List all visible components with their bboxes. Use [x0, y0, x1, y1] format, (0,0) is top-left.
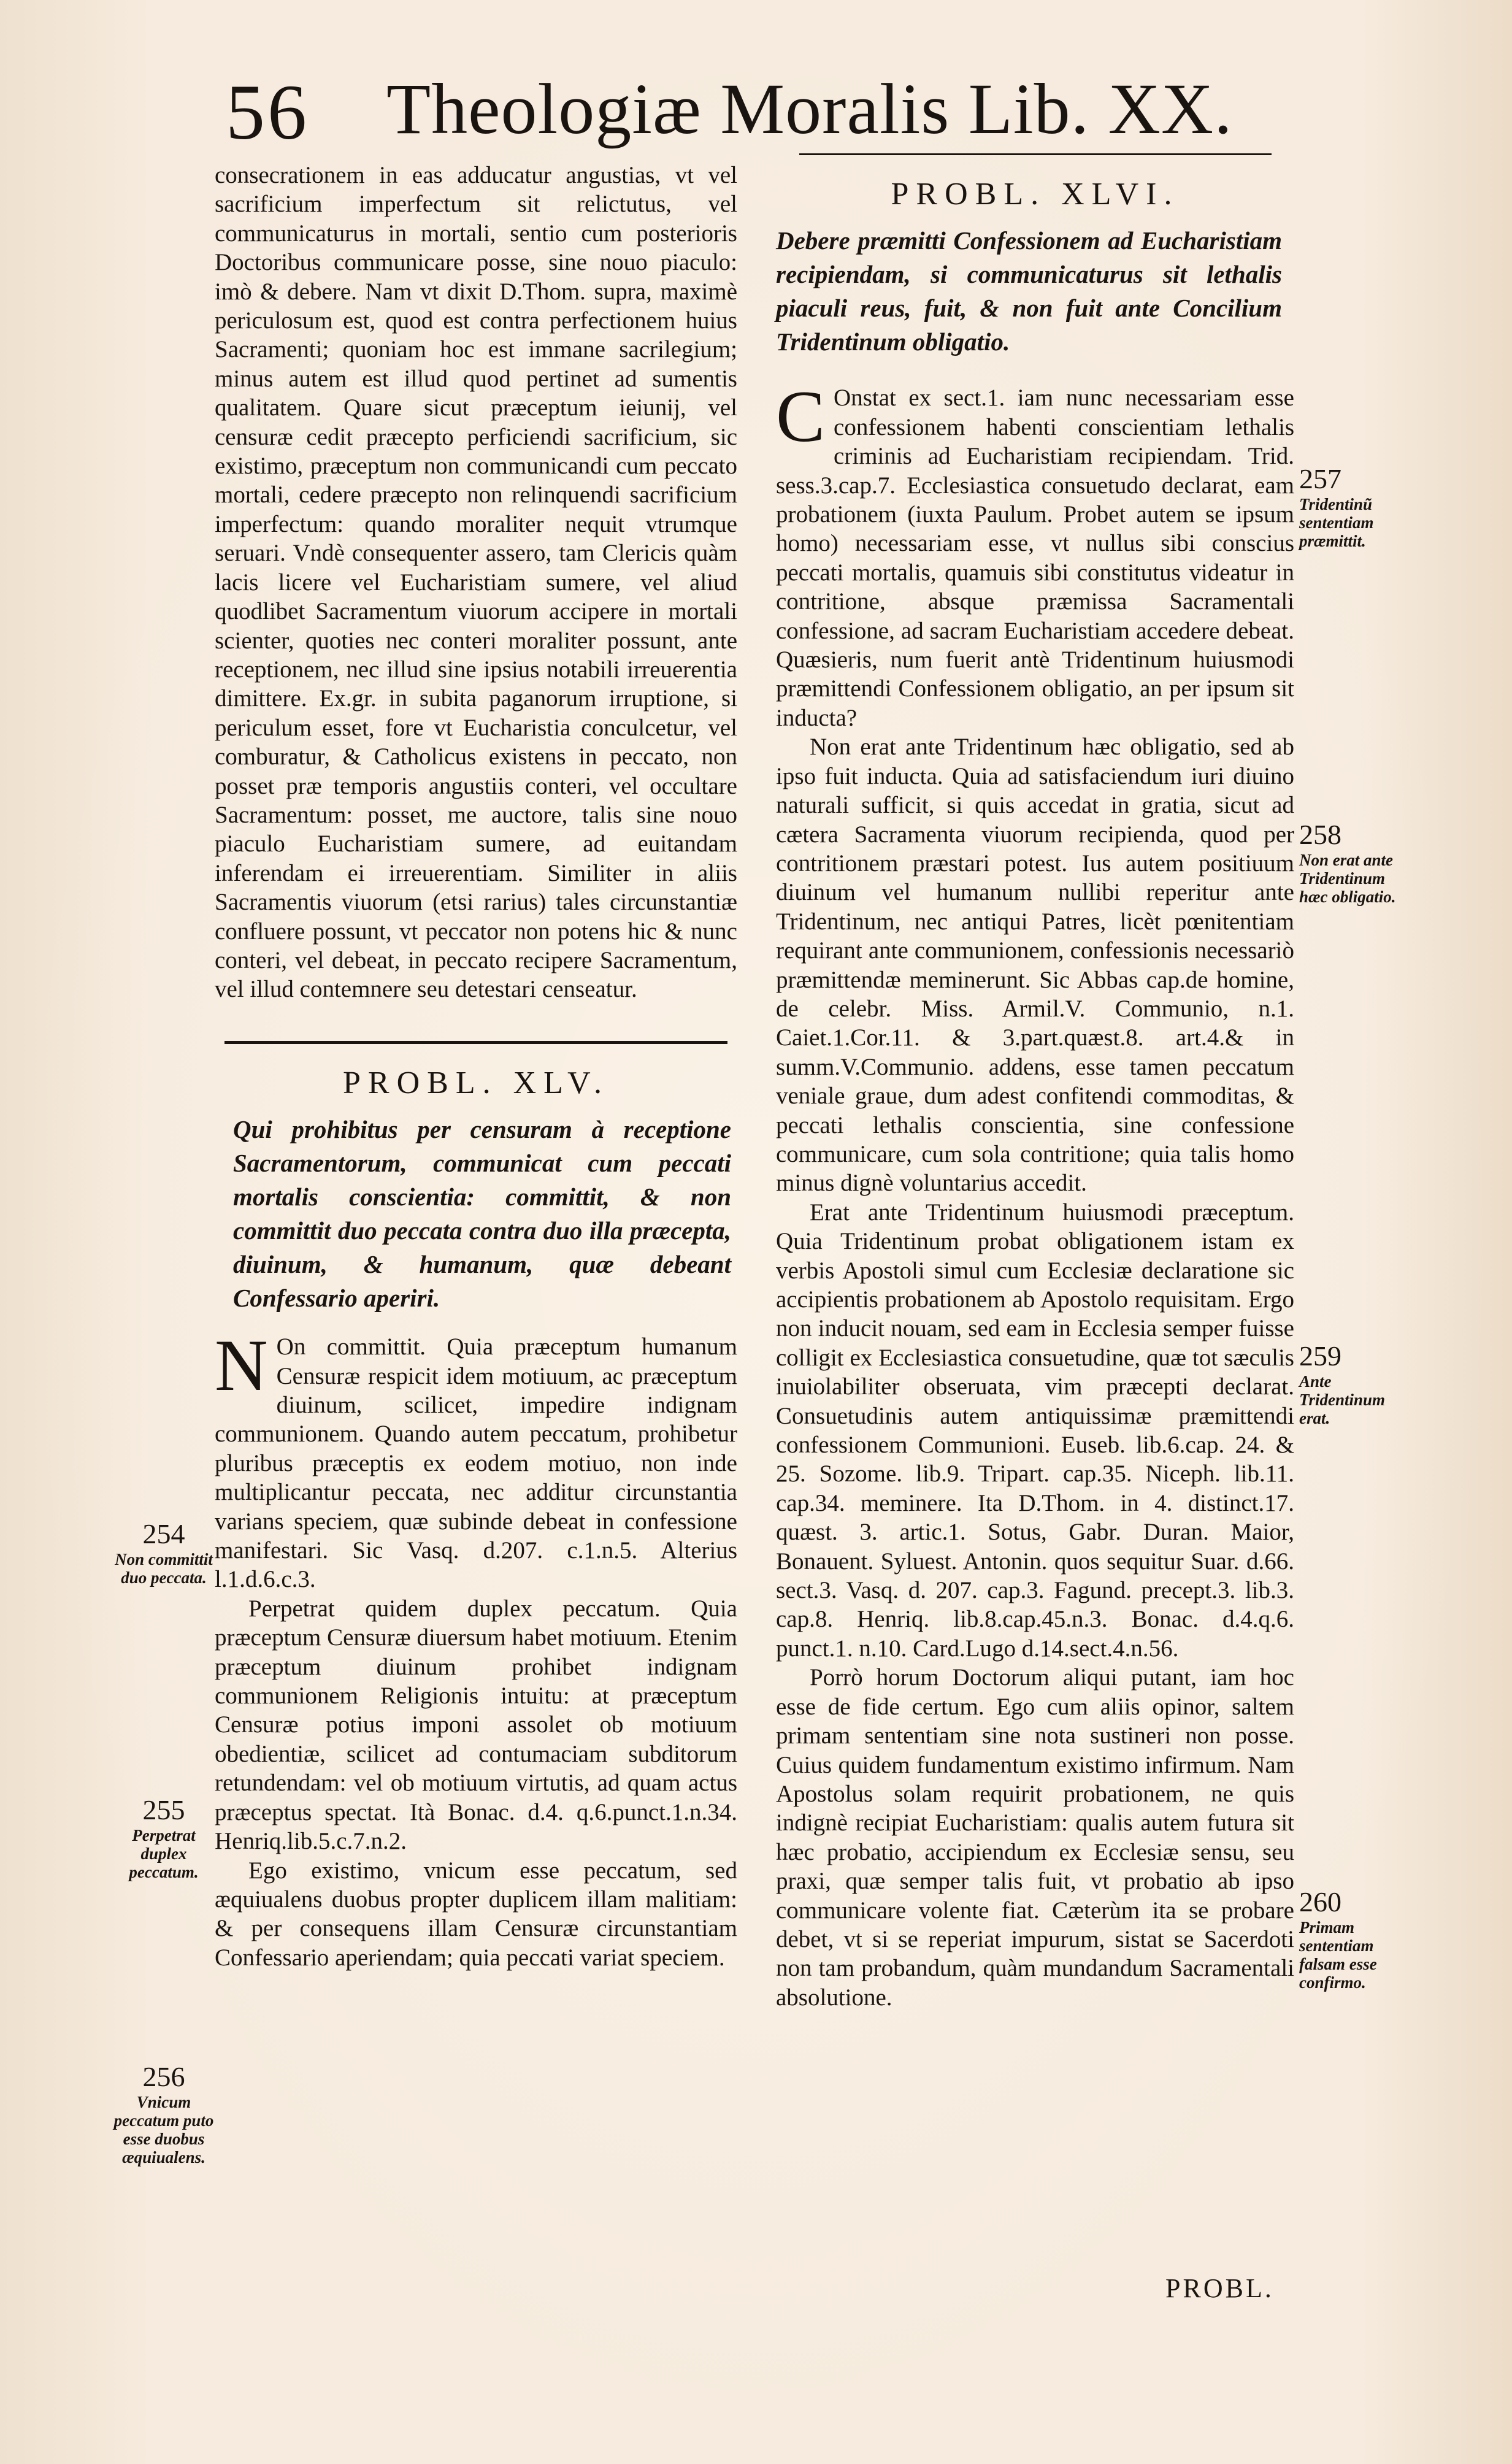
margin-note-257: 257 Tridentinũ sententiam præmittit. — [1299, 463, 1374, 550]
right-paragraph-4: Porrò horum Doctorum aliqui putant, iam hoc esse de fide certum. Ego cum aliis opinor, saltem primam sententiam sine nota sustineri non posse. Cuius quidem fundamentum existimo infirmum. Nam Apostolus solam requirit probationem, ne quis indignè recipiat Eucharistiam: qualis autem futura sit hæc probatio, accipiendum ex Ecclesiæ sensu, seu praxi, quæ semper talis fuit, vt probatio ab ipso communicare volente fiat. Cæterùm ita se probare debet, vt si se reperiat impurum, sistat se Sacerdoti non tam probandum, quàm mundandum Sacramentali absolutione. — [776, 1664, 1294, 2011]
left-column — [215, 161, 737, 1972]
section-rule — [799, 153, 1272, 155]
problem-heading-46: PROBL. XLVI. — [891, 177, 1180, 212]
margin-note-255: 255 Perpetrat duplex peccatum. — [129, 1794, 199, 1881]
drop-capital: C — [776, 375, 826, 458]
running-title: Theologiæ Moralis Lib. XX. — [386, 69, 1233, 149]
right-paragraph-2: Non erat ante Tridentinum hæc obligatio, sed ab ipso fuit inducta. Quia ad satisfaciendum iuri diuino naturali sufficit, si quis accedat in gratia, sicut ad cætera Sacramenta viuorum recipienda, quod per contritionem præstari potest. Ius autem positiuum diuinum vel humanum nullibi reperitur ante Tridentinum, nec antiqui Patres, licèt pœnitentiam requirant ante communionem, confessionis necessariò præmittendæ meminerunt. Sic Abbas cap.de homine, de celebr. Miss. Armil.V. Communio, n.1. Caiet.1.Cor.11. & 3.part.quæst.8. art.4.& in summ.V.Communio. addens, esse tamen peccatum veniale graue, dum adest confitendi commoditas, & peccati lethalis conscientia, sine confessione communicare, cum sola contritione; quia talis homo minus dignè voluntarius accedit. — [776, 734, 1294, 1197]
section-rule — [224, 1041, 727, 1044]
page-number: 56 — [226, 69, 309, 156]
problem-heading-45: PROBL. XLV. — [343, 1065, 609, 1100]
problem-summary-46: Debere præmitti Confessionem ad Eucharistiam recipiendam, si communicaturus sit lethalis piaculi reus, fuit, & non fuit ante Concilium Tridentinum obligatio. — [776, 226, 1282, 356]
left-paragraph-2: N On committit. Quia præceptum humanum Censuræ respicit idem motiuum, ac præceptum diuinum, scilicet, impedire indignam communionem. Quando autem peccatum, prohibetur pluribus præceptis ex eodem motiuo, non inde multiplicantur peccata, nec additur circunstantia varians speciem, quæ subinde debeat in confessione manifestari. Sic Vasq. d.207. c.1.n.5. Alterius l.1.d.6.c.3. — [215, 1324, 737, 1593]
margin-note-259: 259 Ante Tridentinum erat. — [1299, 1340, 1386, 1427]
left-paragraph-3: Perpetrat quidem duplex peccatum. Quia præceptum Censuræ diuersum habet motiuum. Etenim præceptum diuinum prohibet indignam communionem Religionis intuitu: at præceptum Censuræ potius imponi assolet ob motiuum obedientiæ, scilicet ad contumaciam subditorum retundendam: vel ob motiuum virtutis, ad quam actus præceptus spectat. Ità Bonac. d.4. q.6.punct.1.n.34. Henriq.lib.5.c.7.n.2. — [215, 1595, 737, 1855]
problem-summary-45: Qui prohibitus per censuram à receptione Sacramentorum, communicat cum peccati mortalis conscientia: committit, & non committit duo peccata contra duo illa præcepta, diuinum, & humanum, quæ debeant Confessario aperiri. — [233, 1115, 731, 1313]
right-paragraph-1: C Onstat ex sect.1. iam nunc necessariam esse confessionem habenti conscientiam lethalis criminis ad Eucharistiam recipiendam. Trid. sess.3.cap.7. Ecclesiastica consuetudo declarat, eam probationem (iuxta Paulum. Probet autem se ipsum homo) necessariam esse, vt nullus sibi conscius peccati mortalis, quamuis sibi constitutus videatur in contritione, absque præmissa Sacramentali confessione, ad sacram Eucharistiam accedere debeat. Quæsieris, num fuerit antè Tridentinum huiusmodi præmittendi Confessionem obligatio, an per ipsum sit inducta? — [776, 375, 1294, 731]
right-paragraph-3: Erat ante Tridentinum huiusmodi præceptum. Quia Tridentinum probat obligationem istam ex verbis Apostoli simul cum Ecclesiæ declaratione sic accipientis probationem ab Apostolo requisitam. Ergo non inducit nouam, sed eam in Ecclesia semper fuisse colligit ex Ecclesiastica consuetudine, quæ tot sæculis inuiolabiliter obseruata, vim præcepti declarat. Consuetudinis autem antiquissimæ præmittendi confessionem Communioni. Euseb. lib.6.cap. 24. & 25. Sozome. lib.9. Tripart. cap.35. Niceph. lib.11. cap.34. meminere. Ita D.Thom. in 4. distinct.17. quæst. 3. artic.1. Sotus, Gabr. Duran. Maior, Bonauent. Syluest. Antonin. quos sequitur Suar. d.66. sect.3. Vasq. d. 207. cap.3. Fagund. precept.3. lib.3. cap.8. Henriq. lib.8.cap.45.n.3. Bonac. d.4.q.6. punct.1. n.10. Card.Lugo d.14.sect.4.n.56. — [776, 1199, 1294, 1662]
right-column — [776, 153, 1294, 2012]
margin-note-256: 256 Vnicum peccatum puto esse duobus æquiualens. — [113, 2061, 214, 2167]
drop-capital: N — [215, 1324, 268, 1407]
margin-note-258: 258 Non erat ante Tridentinum hæc obligatio. — [1299, 819, 1396, 906]
margin-note-254: 254 Non committit duo peccata. — [115, 1518, 213, 1587]
margin-note-260: 260 Primam sententiam falsam esse confirmo. — [1299, 1886, 1377, 1992]
left-paragraph-4: Ego existimo, vnicum esse peccatum, sed æquiualens duobus propter duplicem illam malitiam: & per consequens illam Censuræ circunstantiam Confessario aperiendam; quia peccati variat speciem. — [215, 1857, 737, 1971]
page-header — [215, 67, 1257, 156]
catchword: PROBL. — [1165, 2273, 1274, 2303]
left-paragraph-1: consecrationem in eas adducatur angustias, vt vel sacrificium imperfectum sit relictutus, vel communicaturus in mortali, sentio cum posterioris Doctoribus communicare posse, sine nouo piaculo: imò & debere. Nam vt dixit D.Thom. supra, maximè periculosum est, quod est contra perfectionem huius Sacramenti; quoniam hoc est immane sacrilegium; minus autem est illud quod pertinet ad sumentis qualitatem. Quare sicut præceptum ieiunij, vel censuræ cedit præcepto perficiendi sacrificium, sic existimo, præceptum non communicandi cum peccato mortali, cedere præcepto non relinquendi sacrificium imperfectum: quando moraliter nequit vtrumque seruari. Vndè consequenter assero, tam Clericis quàm lacis licere vel Eucharistiam sumere, vel aliud quodlibet Sacramentum viuorum accipere in mortali scienter, quoties nec conteri moraliter possunt, ante receptionem, nec illud sine ipsius notabili irreuerentia dimittere. Ex.gr. in subita paganorum irruptione, si periculum esset, fore vt Eucharistia conculcetur, vel comburatur, & Catholicus existens in peccato, non posset præ temporis angustiis conteri, vel occultare Sacramentum: posset, me auctore, talis sine nouo piaculo Eucharistiam sumere, ad euitandam inferendam ei irreuerentiam. Similiter in aliis Sacramentis viuorum (etsi rarius) tales circunstantiæ confluere possunt, vt peccator non potens hic & nunc conteri, vel debeat, in peccato recipere Sacramentum, vel illud contemnere seu detestari censeatur. — [215, 162, 737, 1003]
